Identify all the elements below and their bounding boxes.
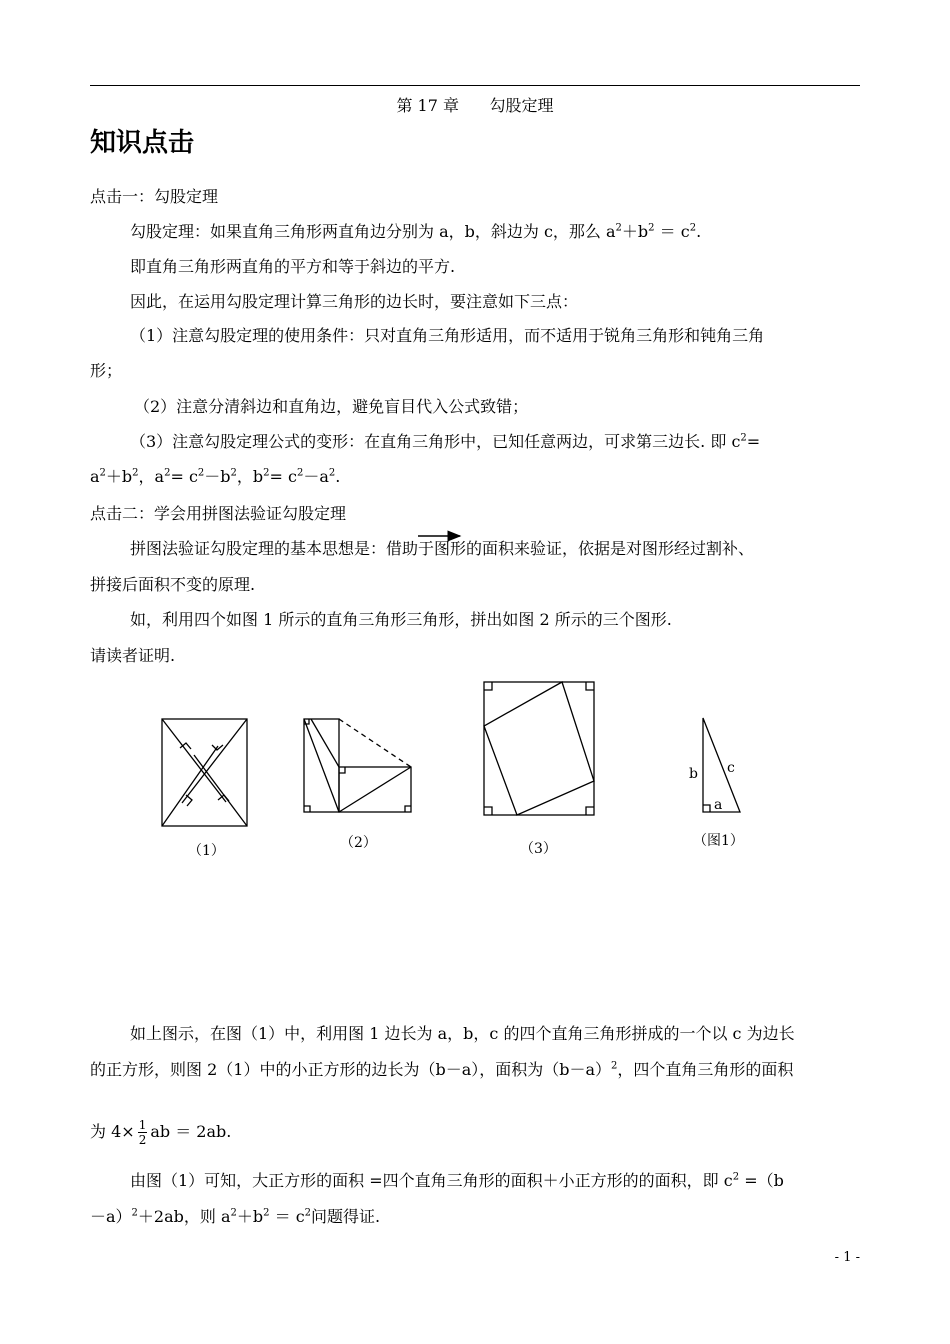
chapter-number: 第 17 章 <box>396 96 459 115</box>
fig2-diagonal <box>339 767 411 812</box>
fig1-triangle-edge <box>162 719 226 802</box>
label-a: a <box>714 797 723 813</box>
right-angle-mark <box>703 805 710 812</box>
note-3: （3）注意勾股定理公式的变形：在直角三角形中，已知任意两边，可求第三边长. 即 $c^2=$ <box>130 432 761 451</box>
prove-prompt: 请读者证明. <box>90 646 176 665</box>
chapter-topic: 勾股定理 <box>489 96 554 115</box>
theorem-statement: 勾股定理：如果直角三角形两直角边分别为 a，b，斜边为 c，那么 $a^2+b^2 = c^2$. <box>130 222 702 241</box>
fraction-one-half: $\frac{1}{2}$ <box>138 1118 147 1147</box>
right-angle-mark <box>339 767 345 773</box>
fig1-triangle-edge <box>162 746 218 826</box>
right-angle-mark <box>586 807 594 815</box>
note-3-formulas: $a^2+b^2$，$a^2= c^2-b^2$，$b^2= c^2-a^2$. <box>90 467 341 486</box>
fig1-triangle-edge <box>194 755 247 826</box>
note-2: （2）注意分清斜边和直角边，避免盲目代入公式致错； <box>134 397 529 416</box>
fig3-outer-rect <box>484 682 594 815</box>
label-b: b <box>689 766 698 782</box>
label-c: c <box>727 760 735 776</box>
page-number: - 1 - <box>834 1250 860 1265</box>
jigsaw-idea-cont: 拼接后面积不变的原理. <box>90 575 256 594</box>
note-1-cont: 形； <box>90 361 123 380</box>
theorem-restatement: 即直角三角形两直角的平方和等于斜边的平方. <box>130 257 456 276</box>
fig3-inner-square <box>484 682 594 815</box>
point1-heading: 点击一：勾股定理 <box>90 187 219 206</box>
explain-line-1: 如上图示，在图（1）中，利用图 1 边长为 a，b，c 的四个直角三角形拼成的一个以 c 为边长 <box>130 1024 795 1043</box>
fig2-diagonal <box>304 719 339 812</box>
right-angle-mark <box>484 807 492 815</box>
explain-line-5: －a）$^2$＋2ab，则 $a^2+b^2 = c^2$问题得证. <box>90 1207 381 1226</box>
explain-line-2: 的正方形，则图 2（1）中的小正方形的边长为（b－a），面积为$(b-a)^2$，四个直角三角形的面积 <box>90 1060 794 1079</box>
fig2-diagonal <box>311 719 339 767</box>
jigsaw-example: 如，利用四个如图 1 所示的直角三角形三角形，拼出如图 2 所示的三个图形. <box>130 610 672 629</box>
explain-line-3: 为 4× $\frac{1}{2}$ ab ＝ 2ab. <box>90 1118 232 1147</box>
fig1-triangle-edge <box>182 719 247 803</box>
right-angle-mark <box>405 806 411 812</box>
explain-line-4: 由图（1）可知，大正方形的面积 =四个直角三角形的面积＋小正方形的的面积，即 $c^2 =(b$ <box>130 1171 784 1190</box>
point2-heading: 点击二：学会用拼图法验证勾股定理 <box>90 504 347 523</box>
notes-intro: 因此，在运用勾股定理计算三角形的边长时，要注意如下三点： <box>130 292 579 311</box>
fig2-dashed-line <box>339 719 411 767</box>
caption-fig-2: （2） <box>340 835 377 851</box>
note-1: （1）注意勾股定理的使用条件：只对直角三角形适用，而不适用于锐角三角形和钝角三角 <box>130 326 765 345</box>
caption-fig-1: （1） <box>188 843 225 859</box>
right-angle-mark <box>304 806 310 812</box>
figure-3 <box>484 682 594 815</box>
right-angle-mark <box>586 682 594 690</box>
figure-2 <box>304 719 411 812</box>
jigsaw-idea: 拼图法验证勾股定理的基本思想是：借助于图形的面积来验证，依据是对图形经过割补、 <box>130 539 755 558</box>
section-title: 知识点击 <box>90 128 195 158</box>
figure-1 <box>162 719 247 826</box>
caption-fig-3: （3） <box>520 841 557 857</box>
caption-ref-triangle: （图1） <box>693 833 744 849</box>
right-angle-mark <box>484 682 492 690</box>
